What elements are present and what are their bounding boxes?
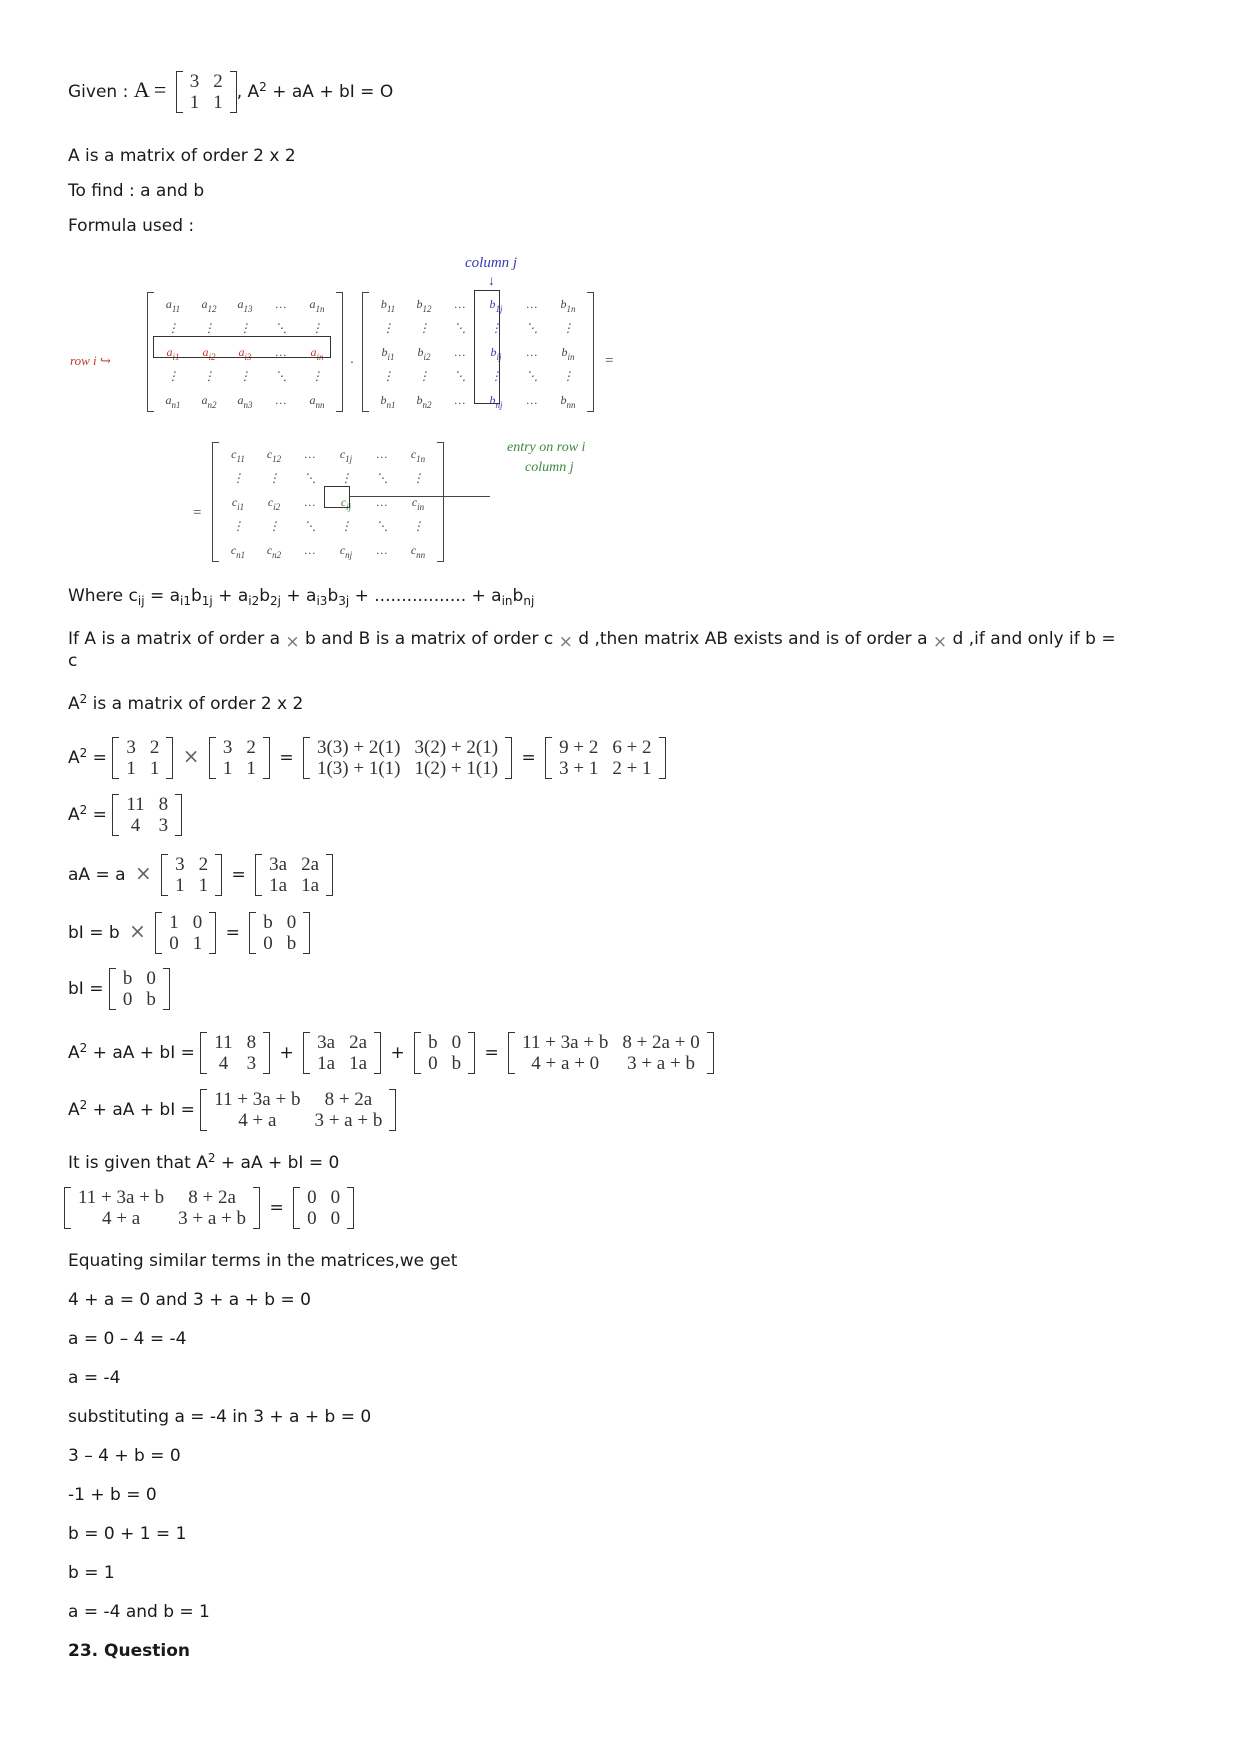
plus-sign: + xyxy=(390,1043,405,1063)
bI-result xyxy=(68,966,170,1012)
matrix-cell: 3(2) + 2(1) xyxy=(414,737,499,758)
text: + ................. + a xyxy=(349,586,502,606)
plus-sign: + xyxy=(279,1043,294,1063)
diagram-cell: $a_{1n}$ xyxy=(309,296,325,314)
matrix xyxy=(112,794,182,836)
diagram-cell: $a_{12}$ xyxy=(201,296,217,314)
subscript: i3 xyxy=(316,594,328,608)
matrix-cell: 3 + a + b xyxy=(178,1208,247,1229)
subscript: i2 xyxy=(248,594,260,608)
row-highlight-box xyxy=(153,336,331,358)
text: = xyxy=(87,748,107,768)
diagram-cell: ⋮ xyxy=(167,368,179,383)
matrix-cell: 1 xyxy=(192,933,203,954)
equals-sign: = xyxy=(225,923,240,943)
text: A xyxy=(68,748,80,768)
matrix-cell: 1a xyxy=(317,1053,336,1074)
diagram-cell: $a_{n3}$ xyxy=(237,392,253,410)
equation-text: + aA + bI = O xyxy=(266,82,394,102)
text: b xyxy=(259,586,271,606)
equals-sign: = xyxy=(484,1043,499,1063)
matrix-cell: 4 + a xyxy=(238,1110,277,1131)
matrix-cell: 0 xyxy=(286,912,297,933)
diagram-cell: $b_{n1}$ xyxy=(380,392,396,410)
given-zero-line xyxy=(68,1152,339,1174)
matrix xyxy=(112,737,173,779)
matrix-cell: 3a xyxy=(269,854,288,875)
column-j-label: column j xyxy=(465,255,518,271)
diagram-cell: … xyxy=(526,392,538,407)
where-formula xyxy=(68,585,534,607)
diagram-cell: $b_{12}$ xyxy=(416,296,432,314)
diagram-cell: $b_{11}$ xyxy=(380,296,396,314)
diagram-cell: ⋮ xyxy=(490,320,502,335)
step-line: b = 1 xyxy=(68,1563,115,1583)
diagram-cell: ⋮ xyxy=(412,518,424,533)
matrix-label: A = xyxy=(133,77,167,102)
diagram-cell: ⋱ xyxy=(376,518,388,533)
matrix-cell: 3(3) + 2(1) xyxy=(316,737,401,758)
diagram-cell: ⋮ xyxy=(167,320,179,335)
matrix-cell: 0 xyxy=(122,989,133,1010)
matrix-cell: 4 + a xyxy=(102,1208,141,1229)
diagram-cell: $c_{11}$ xyxy=(231,446,245,464)
diagram-cell: … xyxy=(304,542,316,557)
matrix xyxy=(209,737,270,779)
diagram-cell: $a_{n2}$ xyxy=(201,392,217,410)
diagram-cell: ⋮ xyxy=(418,320,430,335)
superscript: 2 xyxy=(207,1151,216,1165)
subscript: i1 xyxy=(180,594,191,608)
matrix xyxy=(64,1187,260,1229)
formula-used-line: Formula used : xyxy=(68,216,195,236)
diagram-cell: … xyxy=(304,494,316,509)
diagram-cell: ⋱ xyxy=(275,368,287,383)
diagram-cell: ⋮ xyxy=(412,470,424,485)
step-line: Equating similar terms in the matrices,we get xyxy=(68,1251,458,1271)
matrix xyxy=(200,1089,396,1131)
text: + a xyxy=(280,586,317,606)
zero-equation xyxy=(64,1185,354,1231)
multiplication-rule xyxy=(68,628,1116,653)
diagram-cell: … xyxy=(454,392,466,407)
diagram-cell: $a_{n1}$ xyxy=(165,392,181,410)
text: = xyxy=(87,805,107,825)
matrix-cell: 0 xyxy=(146,968,156,989)
step-line: 4 + a = 0 and 3 + a + b = 0 xyxy=(68,1290,311,1310)
subscript: nj xyxy=(523,594,535,608)
text: A xyxy=(68,1043,80,1063)
matrix-cell: b xyxy=(286,933,297,954)
matrix xyxy=(155,912,216,954)
diagram-cell: … xyxy=(376,446,388,461)
matrix-cell: 0 xyxy=(330,1187,341,1208)
diagram-cell: $a_{13}$ xyxy=(237,296,253,314)
times-icon: × xyxy=(134,861,152,885)
diagram-cell: … xyxy=(454,296,466,311)
step-line: substituting a = -4 in 3 + a + b = 0 xyxy=(68,1407,372,1427)
diagram-cell: ⋱ xyxy=(526,368,538,383)
matrix-cell: b xyxy=(122,968,133,989)
diagram-cell: $c_{n2}$ xyxy=(266,542,282,560)
matrix-cell: 6 + 2 xyxy=(612,737,652,758)
diagram-cell: ⋮ xyxy=(268,518,280,533)
diagram-cell: ⋮ xyxy=(203,320,215,335)
given-prefix: Given : xyxy=(68,82,134,102)
matrix-cell: 3 xyxy=(175,854,185,875)
diagram-cell: $b_{i2}$ xyxy=(417,344,431,362)
matrix-cell: 2 xyxy=(149,737,160,758)
matrix-cell: 2 xyxy=(246,737,256,758)
text: + aA + bI = 0 xyxy=(215,1153,340,1173)
sum-simplified xyxy=(68,1087,396,1133)
matrix-cell: 0 xyxy=(263,933,273,954)
diagram-cell: $c_{12}$ xyxy=(266,446,282,464)
matrix-cell: 2 xyxy=(213,71,223,92)
matrix-cell: 2 xyxy=(198,854,209,875)
diagram-cell: $c_{i1}$ xyxy=(231,494,245,512)
diagram-cell: $c_{nn}$ xyxy=(410,542,426,560)
matrix-cell: 3 xyxy=(222,737,233,758)
matrix-cell: 1 xyxy=(213,92,223,113)
equation-text: , A xyxy=(236,82,260,102)
superscript: 2 xyxy=(79,803,88,817)
matrix-cell: 1(2) + 1(1) xyxy=(414,758,499,779)
matrix-cell: 11 + 3a + b xyxy=(522,1032,609,1053)
matrix-A xyxy=(176,71,237,113)
matrix-cell: 3 xyxy=(126,737,136,758)
matrix-cell: 0 xyxy=(451,1032,462,1053)
diagram-cell: $a_{i3}$ xyxy=(238,344,252,362)
times-icon: × xyxy=(129,919,146,943)
entry-highlight-box xyxy=(324,486,350,508)
diagram-cell: ⋮ xyxy=(418,368,430,383)
subscript: in xyxy=(501,594,513,608)
final-answer: a = -4 and b = 1 xyxy=(68,1602,210,1622)
diagram-cell: $c_{n1}$ xyxy=(230,542,246,560)
matrix-cell: 0 xyxy=(169,933,179,954)
text: d ,if and only if b = xyxy=(947,629,1116,649)
matrix xyxy=(161,854,222,896)
matrix-cell: 1a xyxy=(269,875,288,896)
diagram-cell: … xyxy=(526,344,538,359)
diagram-cell: $b_{1n}$ xyxy=(560,296,576,314)
matrix-cell: 4 + a + 0 xyxy=(531,1053,600,1074)
text: b and B is a matrix of order c xyxy=(299,629,559,649)
diagram-cell: … xyxy=(376,542,388,557)
matrix-cell: 1 xyxy=(149,758,160,779)
diagram-cell: $a_{nn}$ xyxy=(309,392,325,410)
diagram-cell: $b_{i1}$ xyxy=(381,344,395,362)
matrix-cell: 8 + 2a xyxy=(324,1089,373,1110)
text: bI = b xyxy=(68,923,120,943)
matrix xyxy=(249,912,310,954)
text: It is given that A xyxy=(68,1153,208,1173)
step-line: 3 – 4 + b = 0 xyxy=(68,1446,181,1466)
subscript: 2j xyxy=(270,594,281,608)
diagram-cell: ⋮ xyxy=(562,368,574,383)
matrix xyxy=(293,1187,354,1229)
text: bI = xyxy=(68,979,104,999)
matrix-multiplication-diagram xyxy=(60,255,620,580)
matrix-cell: 11 + 3a + b xyxy=(214,1089,301,1110)
matrix xyxy=(508,1032,714,1074)
superscript: 2 xyxy=(259,80,267,94)
matrix-c-generic xyxy=(220,442,436,562)
diagram-cell: $b_{nn}$ xyxy=(560,392,576,410)
text: + aA + bI = xyxy=(87,1043,195,1063)
matrix-cell: 1 xyxy=(169,912,179,933)
matrix-cell: b xyxy=(451,1053,462,1074)
diagram-cell: … xyxy=(526,296,538,311)
diagram-cell: … xyxy=(275,344,287,359)
times-icon: × xyxy=(285,632,300,652)
equals-sign: = xyxy=(231,865,246,885)
matrix xyxy=(303,1032,381,1074)
text: A xyxy=(68,694,80,714)
matrix-cell: 8 xyxy=(246,1032,257,1053)
matrix xyxy=(545,737,665,779)
times-icon: × xyxy=(182,744,200,768)
matrix-cell: 4 xyxy=(218,1053,229,1074)
diagram-cell: ⋱ xyxy=(304,518,316,533)
matrix-a-generic xyxy=(155,292,335,412)
matrix-cell: 8 + 2a + 0 xyxy=(622,1032,700,1053)
matrix-cell: 4 xyxy=(130,815,141,836)
a2-result xyxy=(68,792,182,838)
diagram-cell: $a_{in}$ xyxy=(310,344,324,362)
matrix-cell: b xyxy=(428,1032,438,1053)
matrix-cell: 3 + 1 xyxy=(559,758,599,779)
diagram-cell: ⋮ xyxy=(203,368,215,383)
diagram-cell: $a_{i2}$ xyxy=(202,344,216,362)
matrix-cell: 2a xyxy=(301,854,320,875)
diagram-cell: ⋮ xyxy=(382,320,394,335)
aA-calculation xyxy=(68,850,333,898)
diagram-cell: … xyxy=(275,392,287,407)
matrix-cell: 1a xyxy=(349,1053,368,1074)
diagram-cell: $c_{i2}$ xyxy=(267,494,281,512)
diagram-cell: ⋮ xyxy=(311,368,323,383)
matrix-cell: 11 xyxy=(214,1032,233,1053)
diagram-cell: $b_{in}$ xyxy=(561,344,575,362)
diagram-cell: $b_{1j}$ xyxy=(489,296,503,314)
matrix xyxy=(109,968,170,1010)
equals-sign: = xyxy=(521,748,536,768)
matrix-cell: 3 xyxy=(189,71,200,92)
text: d ,then matrix AB exists and is of order a xyxy=(572,629,933,649)
matrix-cell: 0 xyxy=(192,912,203,933)
step-line: b = 0 + 1 = 1 xyxy=(68,1524,187,1544)
subscript: 1j xyxy=(201,594,213,608)
matrix-cell: 1 xyxy=(126,758,136,779)
text: A xyxy=(68,1100,80,1120)
diagram-cell: ⋱ xyxy=(376,470,388,485)
multiplication-rule-cont: c xyxy=(68,651,78,671)
diagram-cell: … xyxy=(304,446,316,461)
diagram-cell: ⋱ xyxy=(526,320,538,335)
next-question-heading: 23. Question xyxy=(68,1641,190,1661)
text: aA = a xyxy=(68,865,126,885)
diagram-cell: ⋱ xyxy=(454,368,466,383)
step-line: a = -4 xyxy=(68,1368,121,1388)
matrix-cell: 1 xyxy=(246,758,256,779)
diagram-cell: … xyxy=(454,344,466,359)
times-icon: × xyxy=(932,632,948,652)
bI-calculation xyxy=(68,908,310,956)
column-highlight-box xyxy=(474,290,500,404)
matrix-cell: 1 xyxy=(222,758,233,779)
text: + a xyxy=(212,586,249,606)
matrix-cell: 1 xyxy=(175,875,185,896)
matrix-cell: 9 + 2 xyxy=(559,737,599,758)
text: b xyxy=(191,586,202,606)
matrix-cell: 1 xyxy=(189,92,200,113)
matrix xyxy=(303,737,512,779)
matrix-cell: 1a xyxy=(301,875,320,896)
diagram-cell: ⋮ xyxy=(232,518,244,533)
matrix-cell: 3a xyxy=(317,1032,336,1053)
text: b xyxy=(327,586,339,606)
diagram-cell: ⋮ xyxy=(340,470,352,485)
row-i-label: row i ↪ xyxy=(70,353,111,368)
diagram-cell: $c_{1n}$ xyxy=(410,446,426,464)
diagram-cell: $c_{ij}$ xyxy=(340,494,352,512)
text: If A is a matrix of order a xyxy=(68,629,286,649)
diagram-cell: … xyxy=(275,296,287,311)
equals-sign: = xyxy=(269,1198,284,1218)
diagram-cell: $a_{i1}$ xyxy=(166,344,180,362)
step-line: -1 + b = 0 xyxy=(68,1485,157,1505)
diagram-cell: $c_{in}$ xyxy=(411,494,425,512)
matrix-cell: 11 xyxy=(126,794,145,815)
diagram-cell: ⋮ xyxy=(232,470,244,485)
matrix-cell: 0 xyxy=(428,1053,438,1074)
subscript: 3j xyxy=(338,594,350,608)
diagram-cell: ⋮ xyxy=(340,518,352,533)
arrow-down-icon: ↓ xyxy=(488,274,495,289)
pointer-line xyxy=(350,496,490,497)
diagram-cell: ⋮ xyxy=(490,368,502,383)
matrix-cell: 3 xyxy=(158,815,169,836)
diagram-cell: … xyxy=(376,494,388,509)
text: Where c xyxy=(68,586,138,606)
matrix-cell: b xyxy=(263,912,273,933)
matrix-cell: 11 + 3a + b xyxy=(78,1187,165,1208)
matrix-cell: 2 + 1 xyxy=(612,758,652,779)
step-line: a = 0 – 4 = -4 xyxy=(68,1329,187,1349)
diagram-cell: ⋱ xyxy=(275,320,287,335)
text: = a xyxy=(144,586,181,606)
to-find-line: To find : a and b xyxy=(68,181,205,201)
diagram-cell: ⋮ xyxy=(239,320,251,335)
diagram-cell: $b_{ij}$ xyxy=(490,344,502,362)
diagram-cell: ⋮ xyxy=(382,368,394,383)
matrix xyxy=(414,1032,475,1074)
text: A xyxy=(68,805,80,825)
text: is a matrix of order 2 x 2 xyxy=(87,694,304,714)
matrix-cell: 3 + a + b xyxy=(314,1110,383,1131)
matrix-cell: 8 + 2a xyxy=(188,1187,236,1208)
diagram-cell: ⋮ xyxy=(239,368,251,383)
diagram-cell: $b_{nj}$ xyxy=(489,392,503,410)
diagram-cell: ⋮ xyxy=(562,320,574,335)
diagram-cell: $a_{11}$ xyxy=(165,296,181,314)
superscript: 2 xyxy=(79,692,88,706)
dot-operator: · xyxy=(350,356,354,371)
matrix-cell: 1 xyxy=(198,875,209,896)
superscript: 2 xyxy=(79,746,88,760)
superscript: 2 xyxy=(79,1098,88,1112)
order-line: A is a matrix of order 2 x 2 xyxy=(68,146,296,166)
diagram-cell: $c_{nj}$ xyxy=(339,542,353,560)
matrix-cell: b xyxy=(146,989,156,1010)
equals-sign: = xyxy=(279,748,294,768)
diagram-cell: ⋱ xyxy=(304,470,316,485)
diagram-cell: $c_{1j}$ xyxy=(339,446,353,464)
equals-sign: = xyxy=(193,505,202,521)
diagram-cell: ⋱ xyxy=(454,320,466,335)
diagram-cell: $b_{n2}$ xyxy=(416,392,432,410)
sum-calculation xyxy=(68,1030,714,1076)
matrix-b-generic xyxy=(370,292,586,412)
matrix-cell: 0 xyxy=(307,1187,317,1208)
matrix-cell: 0 xyxy=(330,1208,341,1229)
matrix-cell: 2a xyxy=(349,1032,368,1053)
matrix-cell: 3 xyxy=(246,1053,257,1074)
times-icon: × xyxy=(558,632,573,652)
entry-label: entry on row i xyxy=(507,440,586,455)
superscript: 2 xyxy=(79,1041,88,1055)
text: b xyxy=(512,586,524,606)
given-line xyxy=(68,70,393,113)
matrix xyxy=(255,854,333,896)
diagram-cell: ⋮ xyxy=(311,320,323,335)
matrix-cell: 8 xyxy=(158,794,169,815)
a2-order-line xyxy=(68,693,303,715)
equals-sign: = xyxy=(605,353,614,369)
entry-label: column j xyxy=(525,460,574,475)
diagram-cell: ⋮ xyxy=(268,470,280,485)
matrix-cell: 1(3) + 1(1) xyxy=(316,758,401,779)
text: + aA + bI = xyxy=(87,1100,195,1120)
matrix xyxy=(200,1032,270,1074)
matrix-cell: 0 xyxy=(307,1208,317,1229)
matrix-cell: 3 + a + b xyxy=(627,1053,695,1074)
a2-calculation xyxy=(68,733,666,781)
subscript: ij xyxy=(137,594,145,608)
